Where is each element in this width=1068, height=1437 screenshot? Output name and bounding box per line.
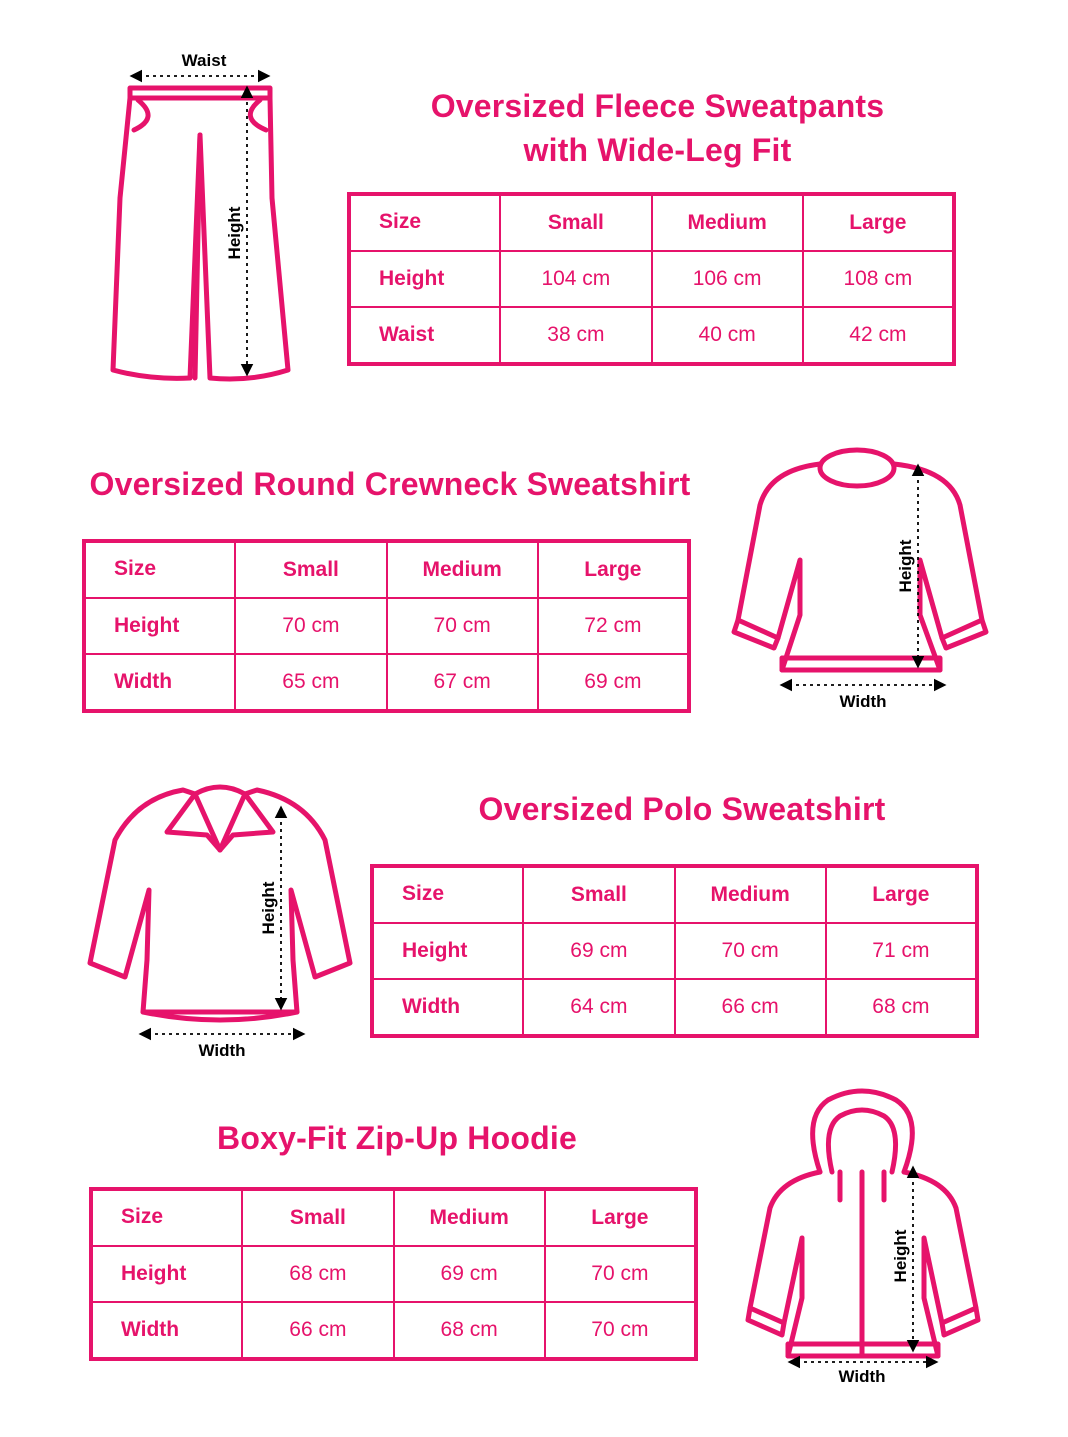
size-table-sweatpants [347, 192, 956, 366]
table-cell: 68 cm [242, 1246, 393, 1302]
table-cell: Large [803, 194, 954, 251]
height-dimension-label: Height [225, 206, 244, 260]
table-cell: Large [545, 1189, 696, 1246]
table-cell: Medium [394, 1189, 545, 1246]
table-cell: 104 cm [500, 251, 651, 307]
table-cell: Width [84, 654, 235, 711]
table-row [372, 923, 977, 979]
table-cell: Width [91, 1302, 242, 1359]
table-row [84, 654, 689, 711]
table-cell: 68 cm [394, 1302, 545, 1359]
title-line: Oversized Round Crewneck Sweatshirt [89, 466, 691, 502]
title-line: with Wide-Leg Fit [523, 132, 792, 168]
table-cell: 70 cm [387, 598, 538, 654]
table-cell: Size [349, 194, 500, 251]
table-cell: Waist [349, 307, 500, 364]
table-cell: 108 cm [803, 251, 954, 307]
table-cell: 69 cm [538, 654, 689, 711]
table-cell: Large [826, 866, 977, 923]
table-header-row [372, 866, 977, 923]
width-dimension-label: Width [838, 1367, 886, 1386]
table-cell: 38 cm [500, 307, 651, 364]
table-cell: 68 cm [826, 979, 977, 1036]
product-title-polo [430, 787, 934, 831]
table-cell: Width [372, 979, 523, 1036]
table-header-row [84, 541, 689, 598]
table-cell: Large [538, 541, 689, 598]
table-cell: Height [349, 251, 500, 307]
title-line: Oversized Fleece Sweatpants [430, 88, 885, 124]
table-cell: 66 cm [242, 1302, 393, 1359]
table-cell: 69 cm [523, 923, 674, 979]
width-dimension-label: Width [839, 692, 887, 711]
table-cell: Height [91, 1246, 242, 1302]
table-cell: Size [91, 1189, 242, 1246]
table-cell: 67 cm [387, 654, 538, 711]
waist-dimension-label: Waist [181, 51, 227, 70]
height-dimension-label: Height [259, 881, 278, 935]
table-cell: 66 cm [675, 979, 826, 1036]
size-table-crewneck [82, 539, 691, 713]
product-title-crewneck [72, 462, 708, 506]
table-cell: Medium [675, 866, 826, 923]
table-row [349, 251, 954, 307]
table-cell: Small [500, 194, 651, 251]
height-dimension-label: Height [891, 1229, 910, 1283]
crewneck-sweatshirt-icon [730, 440, 995, 715]
table-cell: 69 cm [394, 1246, 545, 1302]
table-cell: Size [372, 866, 523, 923]
table-cell: 40 cm [652, 307, 803, 364]
width-dimension-label: Width [198, 1041, 246, 1060]
table-cell: 71 cm [826, 923, 977, 979]
product-title-hoodie [160, 1116, 634, 1160]
table-cell: Small [523, 866, 674, 923]
table-cell: Size [84, 541, 235, 598]
table-row [372, 979, 977, 1036]
table-cell: Height [372, 923, 523, 979]
table-row [84, 598, 689, 654]
zip-hoodie-icon [740, 1088, 985, 1388]
table-cell: Height [84, 598, 235, 654]
table-row [91, 1302, 696, 1359]
table-cell: Small [242, 1189, 393, 1246]
table-cell: Small [235, 541, 386, 598]
title-line: Oversized Polo Sweatshirt [478, 791, 886, 827]
table-cell: 70 cm [545, 1302, 696, 1359]
product-title-sweatpants [380, 84, 935, 172]
table-header-row [91, 1189, 696, 1246]
table-cell: 65 cm [235, 654, 386, 711]
table-cell: 72 cm [538, 598, 689, 654]
size-table-polo [370, 864, 979, 1038]
table-cell: 64 cm [523, 979, 674, 1036]
table-cell: Medium [652, 194, 803, 251]
height-dimension-label: Height [896, 539, 915, 593]
table-cell: 70 cm [235, 598, 386, 654]
table-cell: Medium [387, 541, 538, 598]
table-cell: 70 cm [545, 1246, 696, 1302]
sweatpants-icon [100, 48, 310, 393]
table-cell: 42 cm [803, 307, 954, 364]
table-header-row [349, 194, 954, 251]
size-table-hoodie [89, 1187, 698, 1361]
polo-sweatshirt-icon [85, 780, 360, 1065]
table-cell: 106 cm [652, 251, 803, 307]
table-row [349, 307, 954, 364]
table-cell: 70 cm [675, 923, 826, 979]
title-line: Boxy-Fit Zip-Up Hoodie [217, 1120, 577, 1156]
table-row [91, 1246, 696, 1302]
